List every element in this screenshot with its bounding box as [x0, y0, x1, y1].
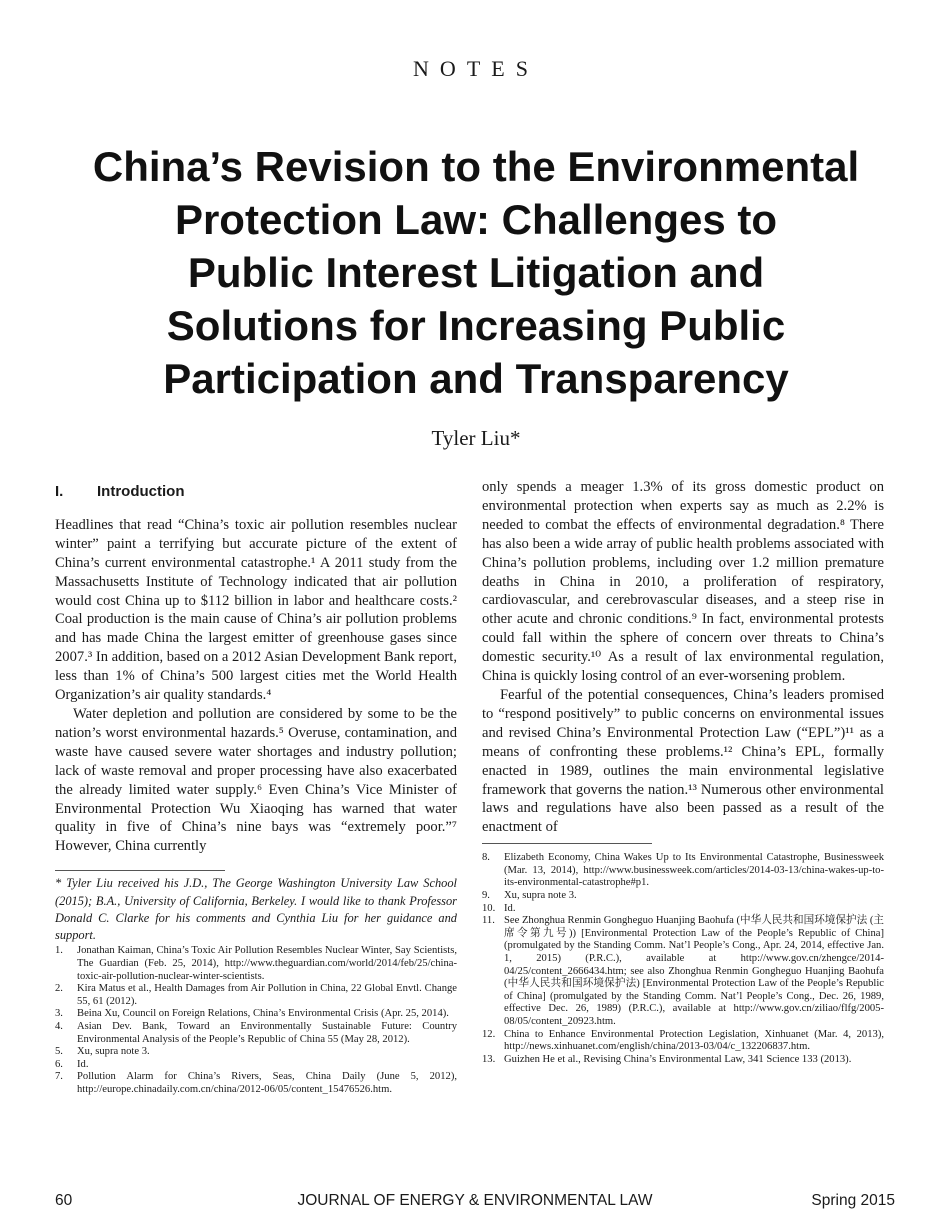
title-line: Participation and Transparency — [163, 355, 789, 402]
body-paragraph: Fearful of the potential consequences, China’s leaders promised to “respond positively” to public concerns on environmental issues and revised China’s Environmental Protection Law (“EPL”)¹¹ as a means of confronting these problems.¹² China’s EPL, formally enacted in 1989, outlines the main environmental legislative framework that governs the nation.¹³ Numerous other environmental laws and regulations have also been passed as a result of the enactment of — [482, 686, 884, 836]
footnote-text: Elizabeth Economy, China Wakes Up to Its Environmental Catastrophe, Businessweek (Mar. 13, 2014), http://www.businessweek.com/articles/2014-03-13/china-wakes-up-to-its-environmental-catastrophe#p1. — [504, 852, 884, 889]
footnote-number: 7. — [55, 1071, 63, 1083]
footnote — [482, 890, 884, 903]
footnote-text: Beina Xu, Council on Foreign Relations, China’s Environmental Crisis (Apr. 25, 2014). — [77, 1008, 449, 1020]
footnote — [55, 1046, 457, 1059]
footnote-number: 6. — [55, 1058, 63, 1070]
footnote-number: 8. — [482, 852, 490, 864]
footnote-number: 9. — [482, 890, 490, 901]
footnote-text: Guizhen He et al., Revising China’s Environmental Law, 341 Science 133 (2013). — [504, 1053, 852, 1065]
title-line: Public Interest Litigation and — [187, 249, 765, 296]
footnote — [55, 983, 457, 1008]
footnote-text: Xu, supra note 3. — [504, 890, 577, 901]
footnote-divider — [55, 870, 225, 871]
footnote-text: Jonathan Kaiman, China’s Toxic Air Pollution Resembles Nuclear Winter, Say Scientists, The Guardian (Feb. 25, 2014), http://www.theguardian.com/world/2014/feb/25/china-toxic-air-pollution-nuclear-winter-scientists. — [77, 945, 457, 982]
footnote — [55, 1071, 457, 1096]
footnote — [55, 945, 457, 983]
body-paragraph: Headlines that read “China’s toxic air pollution resembles nuclear winter” paint a terrifying but accurate picture of the extent of China’s current environmental catastrophe.¹ A 2011 study from the Massachusetts Institute of Technology indicated that air pollution would cost China up to $112 billion in labor and healthcare costs.² Coal production is the main cause of China’s air pollution problems and has made China the largest emitter of greenhouse gases since 2007.³ In addition, based on a 2012 Asian Development Bank report, less than 1% of China’s 500 largest cities met the World Health Organization’s air quality standards.⁴ — [55, 516, 457, 704]
footnote-number: 1. — [55, 945, 63, 957]
footnote-number: 3. — [55, 1008, 63, 1020]
footnote — [482, 915, 884, 1028]
title-line: Solutions for Increasing Public — [166, 302, 786, 349]
footnote — [55, 1059, 457, 1072]
page-number: 60 — [55, 1192, 73, 1209]
right-column — [482, 478, 884, 1066]
footnote-number: 13. — [482, 1053, 496, 1065]
footnote — [55, 1021, 457, 1046]
section-header: NOTES — [413, 56, 539, 81]
footnote — [482, 1029, 884, 1054]
footnote-text: China to Enhance Environmental Protection Legislation, Xinhuanet (Mar. 4, 2013), http://news.xinhuanet.com/english/china/2013-03/04/c_132206837.htm. — [504, 1028, 884, 1053]
title-line: Protection Law: Challenges to — [174, 196, 778, 243]
section-heading — [55, 483, 457, 502]
footnote-text: Xu, supra note 3. — [77, 1046, 150, 1058]
section-title: Introduction — [97, 483, 185, 500]
footnote — [482, 903, 884, 916]
body-paragraph: only spends a meager 1.3% of its gross domestic product on environmental protection when experts say as much as 2.2% is needed to combat the effects of environmental degradation.⁸ There has also been a wide array of public health problems associated with China’s pollution problems, including over 1.2 million premature deaths in China in 2010, a proliferation of respiratory, cardiovascular, and cerebrovascular diseases, and a steep rise in other acute and chronic conditions.⁹ In fact, environmental protests could fall within the sphere of concern over threats to China’s domestic security.¹⁰ As a result of lax environmental regulation, China is quickly losing control of an ever-worsening problem. — [482, 479, 884, 685]
footnote-text: See Zhonghua Renmin Gongheguo Huanjing Baohufa (中华人民共和国环境保护法 (主席令第九号)) [Environmental Protection Law of the People’s Republic of China] (promulgated by the Standing Comm. Nat’l People’s Cong., Apr. 24, 2014, effective Jan. 1, 2015) (P.R.C.), available at http://www.gov.cn/zhengce/2014-04/25/content_2666434.htm; see also Zhonghua Renmin Gongheguo Huanjing Baohufa (中华人民共和国环境保护法) [Environmental Protection Law of the People’s Republic of China] (promulgated by the Standing Comm. Nat’l People’s Cong., Dec. 26, 1989, effective Dec. 26, 1989) (P.R.C.), available at http://www.gov.cn/ziliao/flfg/2005-08/05/content_20923.htm. — [504, 915, 884, 1027]
body-paragraph: Water depletion and pollution are considered by some to be the nation’s worst environmental hazards.⁵ Overuse, contamination, and waste have caused severe water shortages and industry pollution; lack of waste removal and proper processing have also exacerbated the already limited water supply.⁶ Even China’s Vice Minister of Environmental Protection Wu Xiaoqing has warned that water quality in five of China’s nine bays was “extremely poor.”⁷ However, China currently — [55, 705, 457, 855]
footnote — [55, 1008, 457, 1021]
journal-name: JOURNAL OF ENERGY & ENVIRONMENTAL LAW — [297, 1192, 653, 1209]
title-line: China’s Revision to the Environmental — [92, 143, 860, 190]
author-name: Tyler Liu* — [431, 426, 521, 450]
footnote — [482, 852, 884, 890]
footnote-number: 11. — [482, 915, 495, 927]
footnote-number: 5. — [55, 1046, 63, 1058]
author-note: * Tyler Liu received his J.D., The George Washington University Law School (2015); B.A., University of California, Berkeley. I would like to thank Professor Donald C. Clarke for his comments and Cynthia Liu for her guidance and support. — [55, 876, 457, 943]
footnote-text: Kira Matus et al., Health Damages from Air Pollution in China, 22 Global Envtl. Change 55, 61 (2012). — [77, 983, 457, 1007]
issue-season: Spring 2015 — [811, 1192, 895, 1209]
left-column — [55, 478, 457, 1097]
footnote-text: Id. — [504, 902, 516, 914]
footnote-text: Pollution Alarm for China’s Rivers, Seas, China Daily (June 5, 2012), http://europe.chinadaily.com.cn/china/2012-06/05/content_15476526.htm. — [77, 1071, 457, 1095]
section-number: I. — [55, 483, 64, 500]
footnote-number: 10. — [482, 902, 496, 914]
footnote-number: 4. — [55, 1020, 63, 1032]
footnote-text: Asian Dev. Bank, Toward an Environmentally Sustainable Future: Country Environmental Analysis of the People’s Republic of China 55 (May 28, 2012). — [77, 1020, 457, 1045]
footnote-number: 2. — [55, 983, 63, 995]
footnote — [482, 1054, 884, 1067]
article-title — [40, 140, 912, 405]
footnote-text: Id. — [77, 1058, 89, 1070]
footnote-number: 12. — [482, 1028, 496, 1040]
